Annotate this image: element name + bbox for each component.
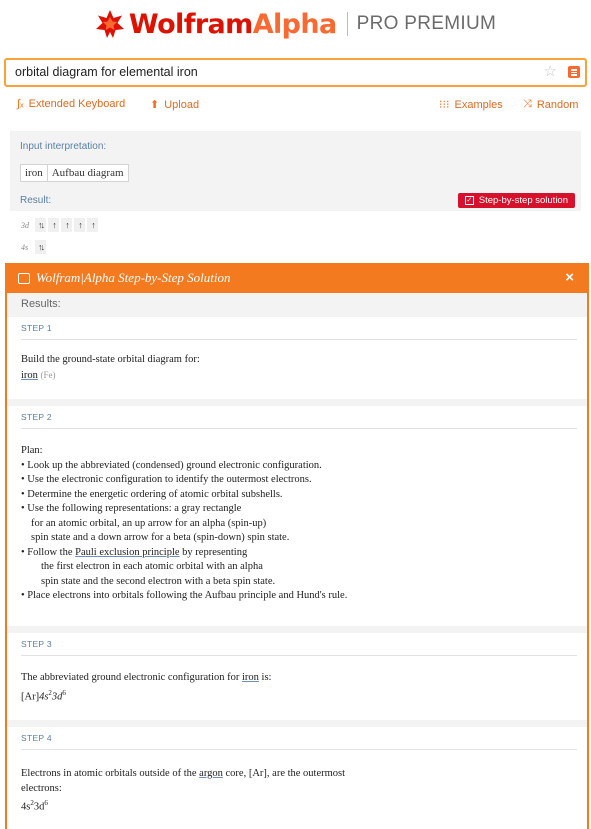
step-text: electrons: [21, 782, 62, 794]
favorite-star-icon[interactable]: ☆ [543, 63, 557, 80]
step-number: STEP 3 [21, 639, 52, 649]
orbital-box: ↑ [74, 218, 85, 232]
orbital-box: ↑↓ [35, 240, 46, 254]
wolframalpha-logo[interactable] [95, 9, 496, 40]
results-heading: Results: [21, 298, 61, 310]
divider [21, 749, 577, 750]
plan-bullet: • Use the electronic configuration to identify the outermost electrons. [21, 474, 312, 485]
toolbar [0, 96, 591, 114]
divider [21, 655, 577, 656]
step-1 [7, 317, 587, 399]
plan-bullet-cont: spin state and the second electron with a beta spin state. [41, 575, 276, 587]
header [0, 0, 591, 48]
step-text: Build the ground-state orbital diagram for: [21, 354, 200, 365]
step-panel-title: Wolfram|Alpha Step-by-Step Solution [36, 270, 231, 285]
step-3-body [21, 671, 581, 705]
element-symbol: (Fe) [40, 369, 56, 380]
input-interpretation-label: Input interpretation: [20, 141, 107, 152]
upload-button[interactable] [150, 98, 199, 111]
step-by-step-button[interactable] [458, 193, 575, 208]
divider [21, 339, 577, 340]
brand-wolfram: Wolfram [128, 8, 253, 40]
electron-configuration: $[Ar]4s^23d^6$ [21, 688, 66, 702]
plan-bullet: • Determine the energetic ordering of atomic orbital subshells. [21, 488, 283, 500]
step-text: Electrons in atomic orbitals outside of the [21, 768, 200, 779]
examples-button[interactable] [439, 98, 503, 111]
step-number: STEP 2 [21, 412, 52, 422]
orbital-box: ↑ [87, 218, 98, 232]
divider [21, 428, 577, 429]
orbital-label: 4s [21, 242, 29, 252]
step-text-tail: is: [258, 672, 272, 683]
pauli-link[interactable]: Pauli exclusion principle [75, 546, 180, 558]
plan-bullet-tail: by representing [179, 546, 248, 558]
plan-bullet-cont: the first electron in each atomic orbital with an alpha [41, 561, 263, 572]
notebook-icon [18, 273, 30, 284]
step-text: The abbreviated ground electronic configuration for [21, 672, 242, 683]
keyboard-function-icon: ∫ₓ [17, 98, 24, 110]
step-by-step-label: Step-by-step solution [478, 195, 568, 206]
shuffle-icon: ⤨ [523, 98, 532, 110]
orbital-box: ↑ [48, 218, 59, 232]
close-icon[interactable]: × [565, 269, 574, 286]
menu-icon[interactable] [568, 66, 580, 78]
brand-alpha: Alpha [252, 8, 337, 40]
iron-link[interactable]: iron [242, 672, 259, 683]
results-panel [10, 131, 581, 261]
extended-keyboard-button[interactable] [17, 98, 125, 110]
step-by-step-panel [5, 263, 589, 829]
plan-bullet: • Place electrons into orbitals following the Aufbau principle and Hund's rule. [21, 590, 348, 601]
step-number: STEP 1 [21, 323, 52, 333]
plan-heading: Plan: [21, 445, 43, 456]
argon-link[interactable]: argon [199, 768, 223, 779]
orbital-label: 3d [21, 220, 29, 230]
outer-electrons: $4s^23d^6$ [21, 799, 48, 813]
orbital-row-4s [21, 240, 48, 254]
element-link[interactable]: iron [21, 369, 38, 381]
plan-bullet: • Look up the abbreviated (condensed) ground electronic configuration. [21, 459, 322, 471]
orbital-row-3d [21, 218, 100, 232]
plan-bullet: • Follow the [21, 546, 76, 558]
step-text-tail: core, [Ar], are the outermost [222, 768, 346, 779]
orbital-box: ↑ [61, 218, 72, 232]
search-input[interactable] [15, 65, 495, 79]
input-interpretation-table [20, 164, 129, 182]
step-2 [7, 406, 587, 626]
wolfram-spikey-icon [95, 9, 125, 39]
grid-icon: ⁝⁝⁝ [439, 99, 450, 111]
step-3 [7, 633, 587, 720]
interp-type: Aufbau diagram [51, 167, 124, 179]
result-label: Result: [20, 195, 52, 206]
step-panel-header [7, 263, 587, 293]
upload-icon: ⬆ [150, 99, 160, 111]
step-4 [7, 727, 587, 829]
result-pod [10, 211, 581, 261]
interp-element: iron [21, 165, 48, 181]
step-2-body [21, 444, 581, 604]
step-4-body [21, 767, 581, 815]
pro-premium-label: PRO PREMIUM [356, 13, 497, 34]
plan-bullet-cont: spin state and a down arrow for a beta (spin-down) spin state. [31, 532, 290, 543]
random-button[interactable] [523, 98, 578, 111]
extended-keyboard-label: Extended Keyboard [28, 98, 126, 110]
upload-label: Upload [164, 98, 200, 111]
logo-divider [347, 12, 348, 36]
step-number: STEP 4 [21, 733, 52, 743]
examples-label: Examples [454, 98, 503, 111]
orbital-box: ↑↓ [35, 218, 46, 232]
step-1-body [21, 353, 581, 383]
search-box [4, 58, 587, 87]
checkbox-icon: ✓ [466, 197, 473, 204]
plan-bullet-cont: for an atomic orbital, an up arrow for an alpha (spin-up) [31, 517, 267, 529]
plan-bullet: • Use the following representations: a gray rectangle [21, 503, 242, 514]
random-label: Random [536, 98, 579, 111]
